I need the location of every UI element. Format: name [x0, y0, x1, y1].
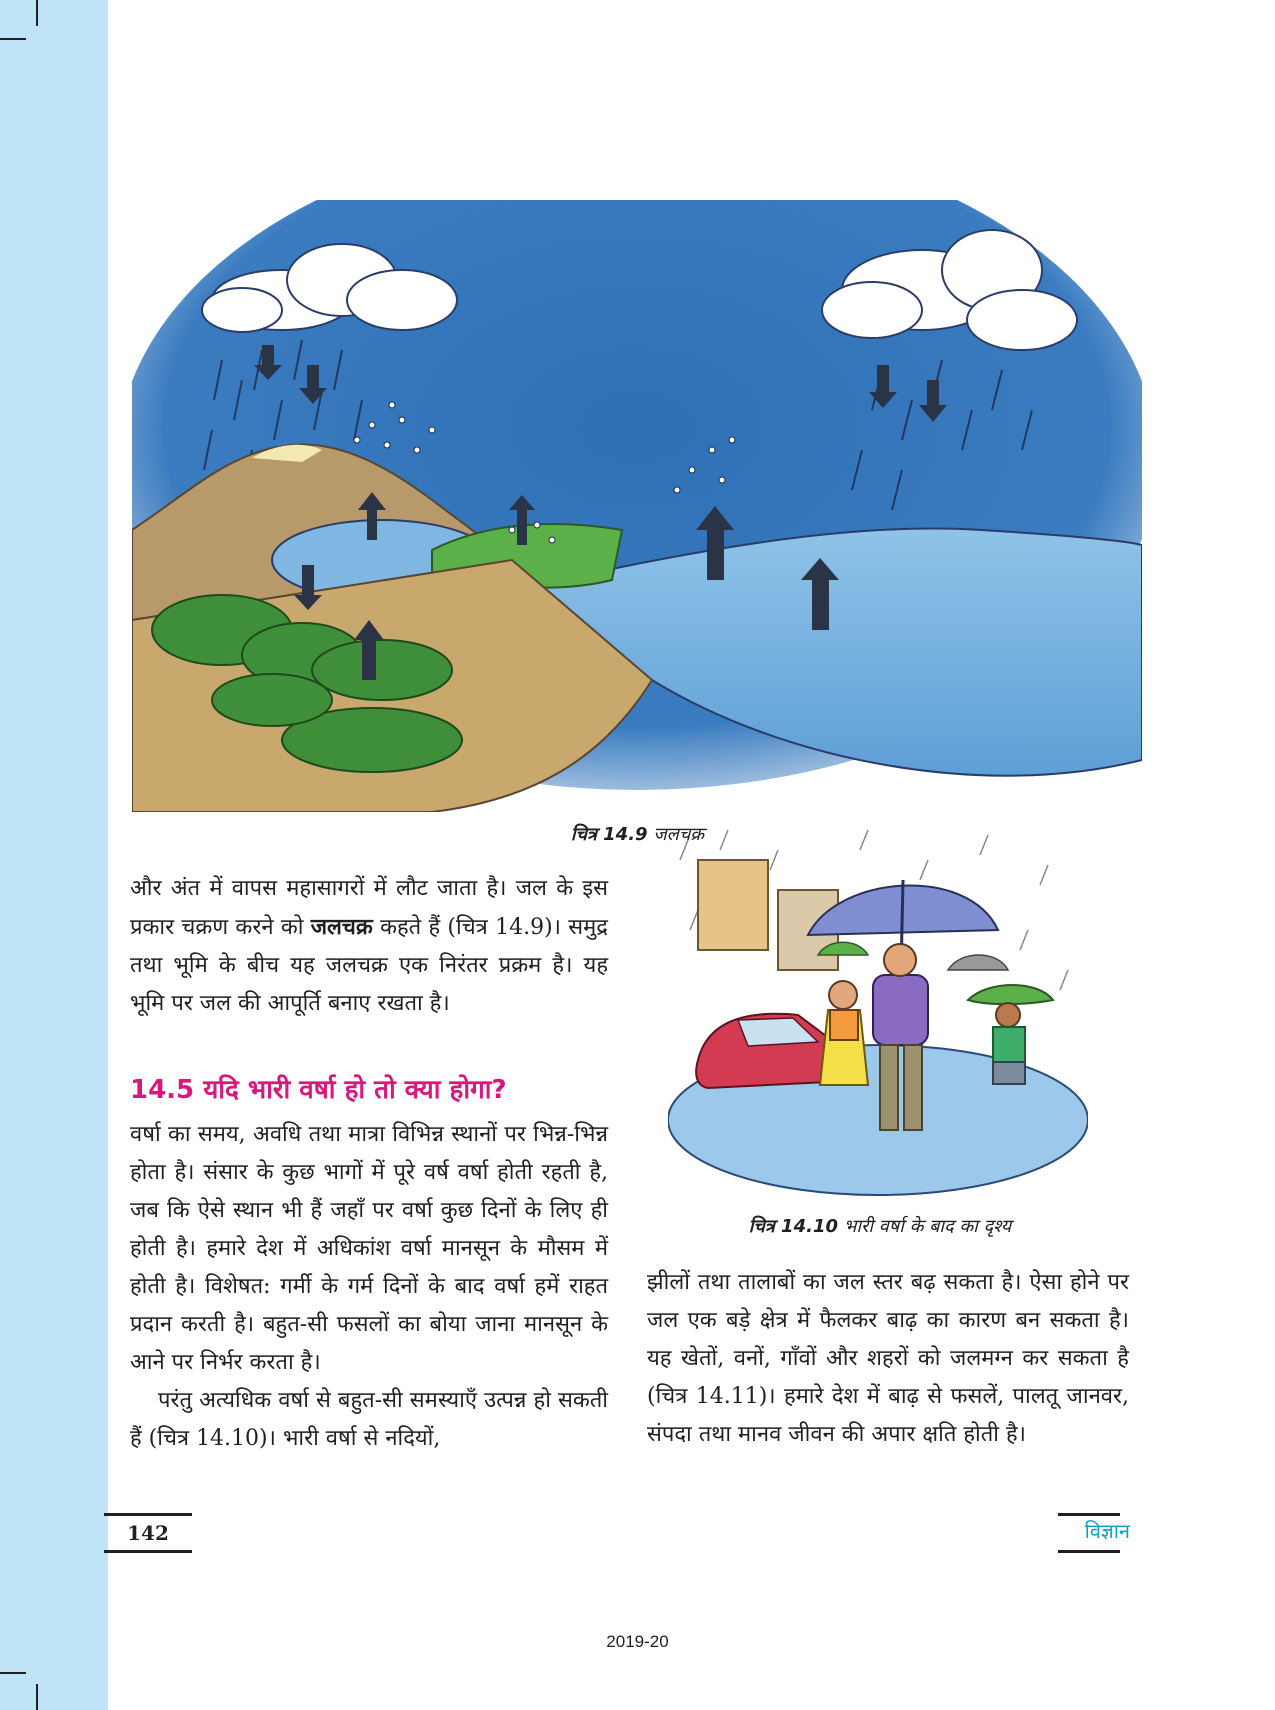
water-cycle-illustration: [132, 200, 1142, 812]
crop-mark: [36, 0, 38, 26]
section-heading: 14.5 यदि भारी वर्षा हो तो क्या होगा?: [130, 1075, 507, 1105]
crop-mark: [36, 1684, 38, 1710]
section-right-column: [647, 1264, 1129, 1454]
building: [698, 860, 768, 950]
side-margin-band: [0, 0, 108, 1710]
intro-paragraph: और अंत में वापस महासागरों में लौट जाता है। जल के इस प्रकार चक्रण करने को जलचक्र कहते हैं (चित्र 14.9)। समुद्र तथा भूमि के बीच यह जलचक्र एक निरंतर प्रक्रम है। यह भूमि पर जल की आपूर्ति बनाए रखता है।: [130, 876, 608, 1016]
section-paragraph-2: परंतु अत्यधिक वर्षा से बहुत-सी समस्याएँ उत्पन्न हो सकती हैं (चित्र 14.10)। भारी वर्षा से नदियों,: [130, 1388, 608, 1451]
figure-caption-14-10: [640, 1214, 1120, 1238]
caption-text: भारी वर्षा के बाद का दृश्य: [843, 1216, 1012, 1237]
footer-rule: [104, 1550, 192, 1553]
section-paragraph-1: वर्षा का समय, अवधि तथा मात्रा विभिन्न स्थानों पर भिन्न-भिन्न होता है। संसार के कुछ भागों में पूरे वर्ष वर्षा होती रहती है, जब कि ऐसे स्थान भी हैं जहाँ पर वर्षा कुछ दिनों के लिए ही होती है। हमारे देश में अधिकांश वर्षा मानसून के मौसम में होती है। विशेषत: गर्मी के गर्म दिनों के बाद वर्षा हमें राहत प्रदान करती है। बहुत-सी फसलों का बोया जाना मानसून के आने पर निर्भर करता है।: [130, 1122, 608, 1375]
section-paragraph-2-continued: झीलों तथा तालाबों का जल स्तर बढ़ सकता है। ऐसा होने पर जल एक बड़े क्षेत्र में फैलकर बाढ़ का कारण बन सकता है। यह खेतों, वनों, गाँवों और शहरों को जलमग्न कर सकता है (चित्र 14.11)। हमारे देश में बाढ़ से फसलें, पालतू जानवर, संपदा तथा मानव जीवन की अपार क्षति होती है।: [647, 1270, 1129, 1447]
leaf: [968, 985, 1053, 1004]
caption-label: चित्र 14.9: [570, 824, 648, 845]
caption-text: जलचक्र: [653, 824, 705, 845]
edition-year: 2019-20: [606, 1632, 669, 1651]
book-title: विज्ञान: [1084, 1519, 1130, 1543]
man: [873, 975, 928, 1045]
footer-rule: [1058, 1550, 1120, 1553]
page-number: 142: [127, 1521, 169, 1545]
crop-mark: [0, 38, 26, 40]
caption-label: चित्र 14.10: [748, 1216, 838, 1237]
heavy-rain-scene-illustration: [668, 820, 1088, 1200]
boy: [996, 1003, 1020, 1027]
section-left-column: [130, 1116, 608, 1458]
keyword-water-cycle: जलचक्र: [310, 914, 373, 940]
crop-mark: [0, 1672, 26, 1674]
intro-paragraph-block: [130, 870, 608, 1023]
girl: [829, 981, 857, 1009]
